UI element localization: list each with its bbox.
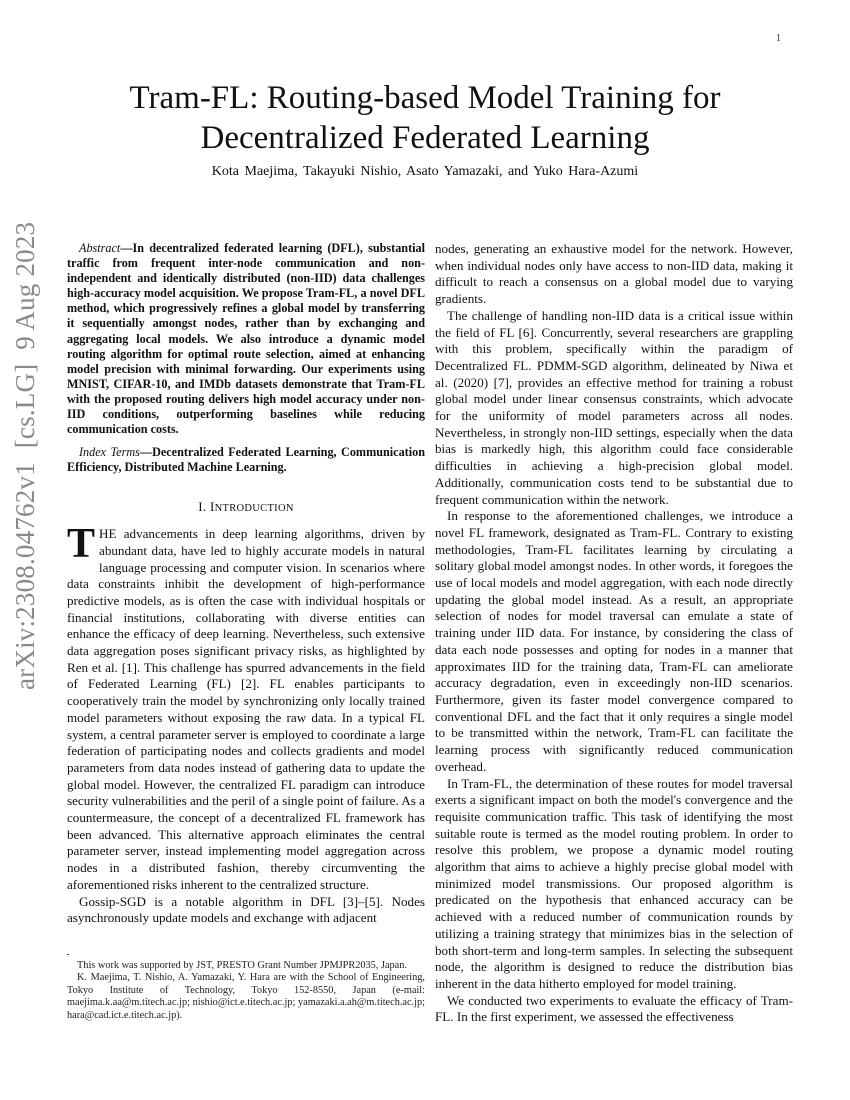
drop-cap: T <box>67 521 96 568</box>
right-column <box>435 241 793 1026</box>
footnote-funding: This work was supported by JST, PRESTO Grant Number JPMJPR2035, Japan. <box>77 960 407 971</box>
section-heading-introduction <box>67 499 425 518</box>
section-numeral: I. <box>198 499 210 515</box>
title-line-2: Decentralized Federated Learning <box>200 120 650 156</box>
intro-paragraph-5: In Tram-FL, the determination of these routes for model traversal exerts a significant impact on both the model's convergence and the requisite communication traffic. This task of identifying the most suitable route is termed as the model routing problem. In order to resolve this problem, we propose a dynamic model routing algorithm that aims to achieve a highly precise global model with minimized model transmissions. Our proposed algorithm is predicated on the hypothesis that enhanced accuracy can be achieved with a reduced number of communication rounds by utilizing a training strategy that minimizes bias in the selection of both short-term and long-term samples. In selecting the subsequent node, the algorithm is designed to reduce the distribution bias inherent in the data hitherto employed for model training. <box>435 775 793 991</box>
paper-title <box>0 78 850 158</box>
intro-paragraph-2-continued: nodes, generating an exhaustive model for the network. However, when individual nodes only have access to non-IID data, making it difficult to reach a consensus on a global model due to varying gradients. <box>435 241 793 307</box>
title-line-1: Tram-FL: Routing-based Model Training for <box>129 80 721 116</box>
left-column <box>67 241 425 927</box>
index-terms-text: —Decentralized Federated Learning, Communication Efficiency, Distributed Machine Learning. <box>67 445 426 475</box>
footnote-affiliations: K. Maejima, T. Nishio, A. Yamazaki, Y. Hara are with the School of Engineering, Tokyo Institute of Technology, Tokyo 152-8550, Japan (e-mail: maejima.k.aa@m.titech.ac.jp; nishio@ict.e.titech.ac.jp; yamazaki.a.ah@m.titech.ac.jp; hara@cad.ict.e.titech.ac.jp). <box>67 972 425 1021</box>
section-title-rest: NTRODUCTION <box>214 503 294 515</box>
intro-paragraph-4: In response to the aforementioned challenges, we introduce a novel FL framework, designated as Tram-FL. Contrary to existing methodologies, Tram-FL facilitates learning by circulating a solitary global model amongst nodes. In other words, it foregoes the use of local models and model aggregation, with each node directly updating the global model instead. As a result, an appropriate selection of nodes for model traversal can emulate a state of training under IID data. For instance, by considering the class of data each node possesses and opting for nodes in a manner that approximates IID for the training data, Tram-FL can ameliorate accuracy degradation, even in exceedingly non-IID scenarios. Furthermore, given its faster model convergence compared to conventional DFL and the fact that it only requires a single model to be transmitted within the network, Tram-FL can facilitate the learning process with significantly reduced communication overhead. <box>435 508 793 774</box>
author-list: Kota Maejima, Takayuki Nishio, Asato Yamazaki, and Yuko Hara-Azumi <box>211 164 639 179</box>
intro-paragraph-3: The challenge of handling non-IID data is a critical issue within the field of FL [6]. Concurrently, several researchers are grappling with this problem, specifically within the paradigm of Decentralized FL. PDMM-SGD algorithm, delineated by Niwa et al. (2020) [7], provides an effective method for training a robust global model under linear consensus constraints, which advocate for the uniformity of model parameters across all nodes. Nevertheless, in strongly non-IID settings, especially when the data bias is markedly high, this algorithm could face considerable difficulties in achieving a high-precision global model. Additionally, communication costs tend to be substantial due to frequent communication within the network. <box>435 307 793 507</box>
footnotes <box>67 960 425 1022</box>
abstract-text: —In decentralized federated learning (DFL), substantial traffic from frequent inter-node communication and non-independent and identically distributed (non-IID) data challenges high-accuracy model acquisition. We propose Tram-FL, a novel DFL method, which progressively refines a global model by transferring it sequentially amongst nodes, rather than by exchanging and aggregating local models. We also introduce a dynamic model routing algorithm for optimal route selection, aimed at enhancing model precision with minimal forwarding. Our experiments using MNIST, CIFAR-10, and IMDb datasets demonstrate that Tram-FL with the proposed routing delivers high model accuracy under non-IID conditions, outperforming baselines while reducing communication costs. <box>67 241 425 437</box>
section-initial: I <box>209 499 215 515</box>
intro-paragraph-1-text: HE advancements in deep learning algorithms, driven by abundant data, have led to highly accurate models in natural language processing and computer vision. In scenarios where data constraints inhibit the development of high-performance predictive models, as is often the case with individual hospitals or financial institutions, collaborating with diverse entities can enhance the efficacy of deep learning. Nevertheless, such extensive data aggregation poses significant privacy risks, as highlighted by Ren et al. [1]. This challenge has spurred advancements in the field of Federated Learning (FL) [2]. FL enables participants to cooperatively train the model by synchronizing only locally trained model parameters without exposing the raw data. In a typical FL system, a central parameter server is employed to coordinate a large federation of participating nodes and collects gradients and model parameters from data nodes instead of gathering data to update the global model. However, the centralized FL paradigm can introduce security vulnerabilities and the peril of a single point of failure. As a countermeasure, the concept of a decentralized FL framework has been advanced. This alternative approach eliminates the central parameter server, instead implementing model aggregation across nodes in a distributed fashion, thereby circumventing the aforementioned risks inherent to the centralized structure. <box>67 526 425 892</box>
abstract <box>67 241 425 437</box>
index-terms-label: Index Terms <box>79 445 140 460</box>
abstract-label: Abstract <box>79 241 121 255</box>
arxiv-identifier-stamp: arXiv:2308.04762v1 [cs.LG] 9 Aug 2023 <box>10 221 40 690</box>
page-number: 1 <box>776 33 781 44</box>
intro-paragraph-2-start: Gossip-SGD is a notable algorithm in DFL [3]–[5]. Nodes asynchronously update models and exchange with adjacent <box>67 893 425 926</box>
index-terms <box>67 445 425 475</box>
intro-paragraph-6: We conducted two experiments to evaluate the efficacy of Tram-FL. In the first experiment, we assessed the effectiveness <box>435 992 793 1025</box>
intro-paragraph-1 <box>67 521 425 893</box>
footnote-rule <box>67 954 69 955</box>
